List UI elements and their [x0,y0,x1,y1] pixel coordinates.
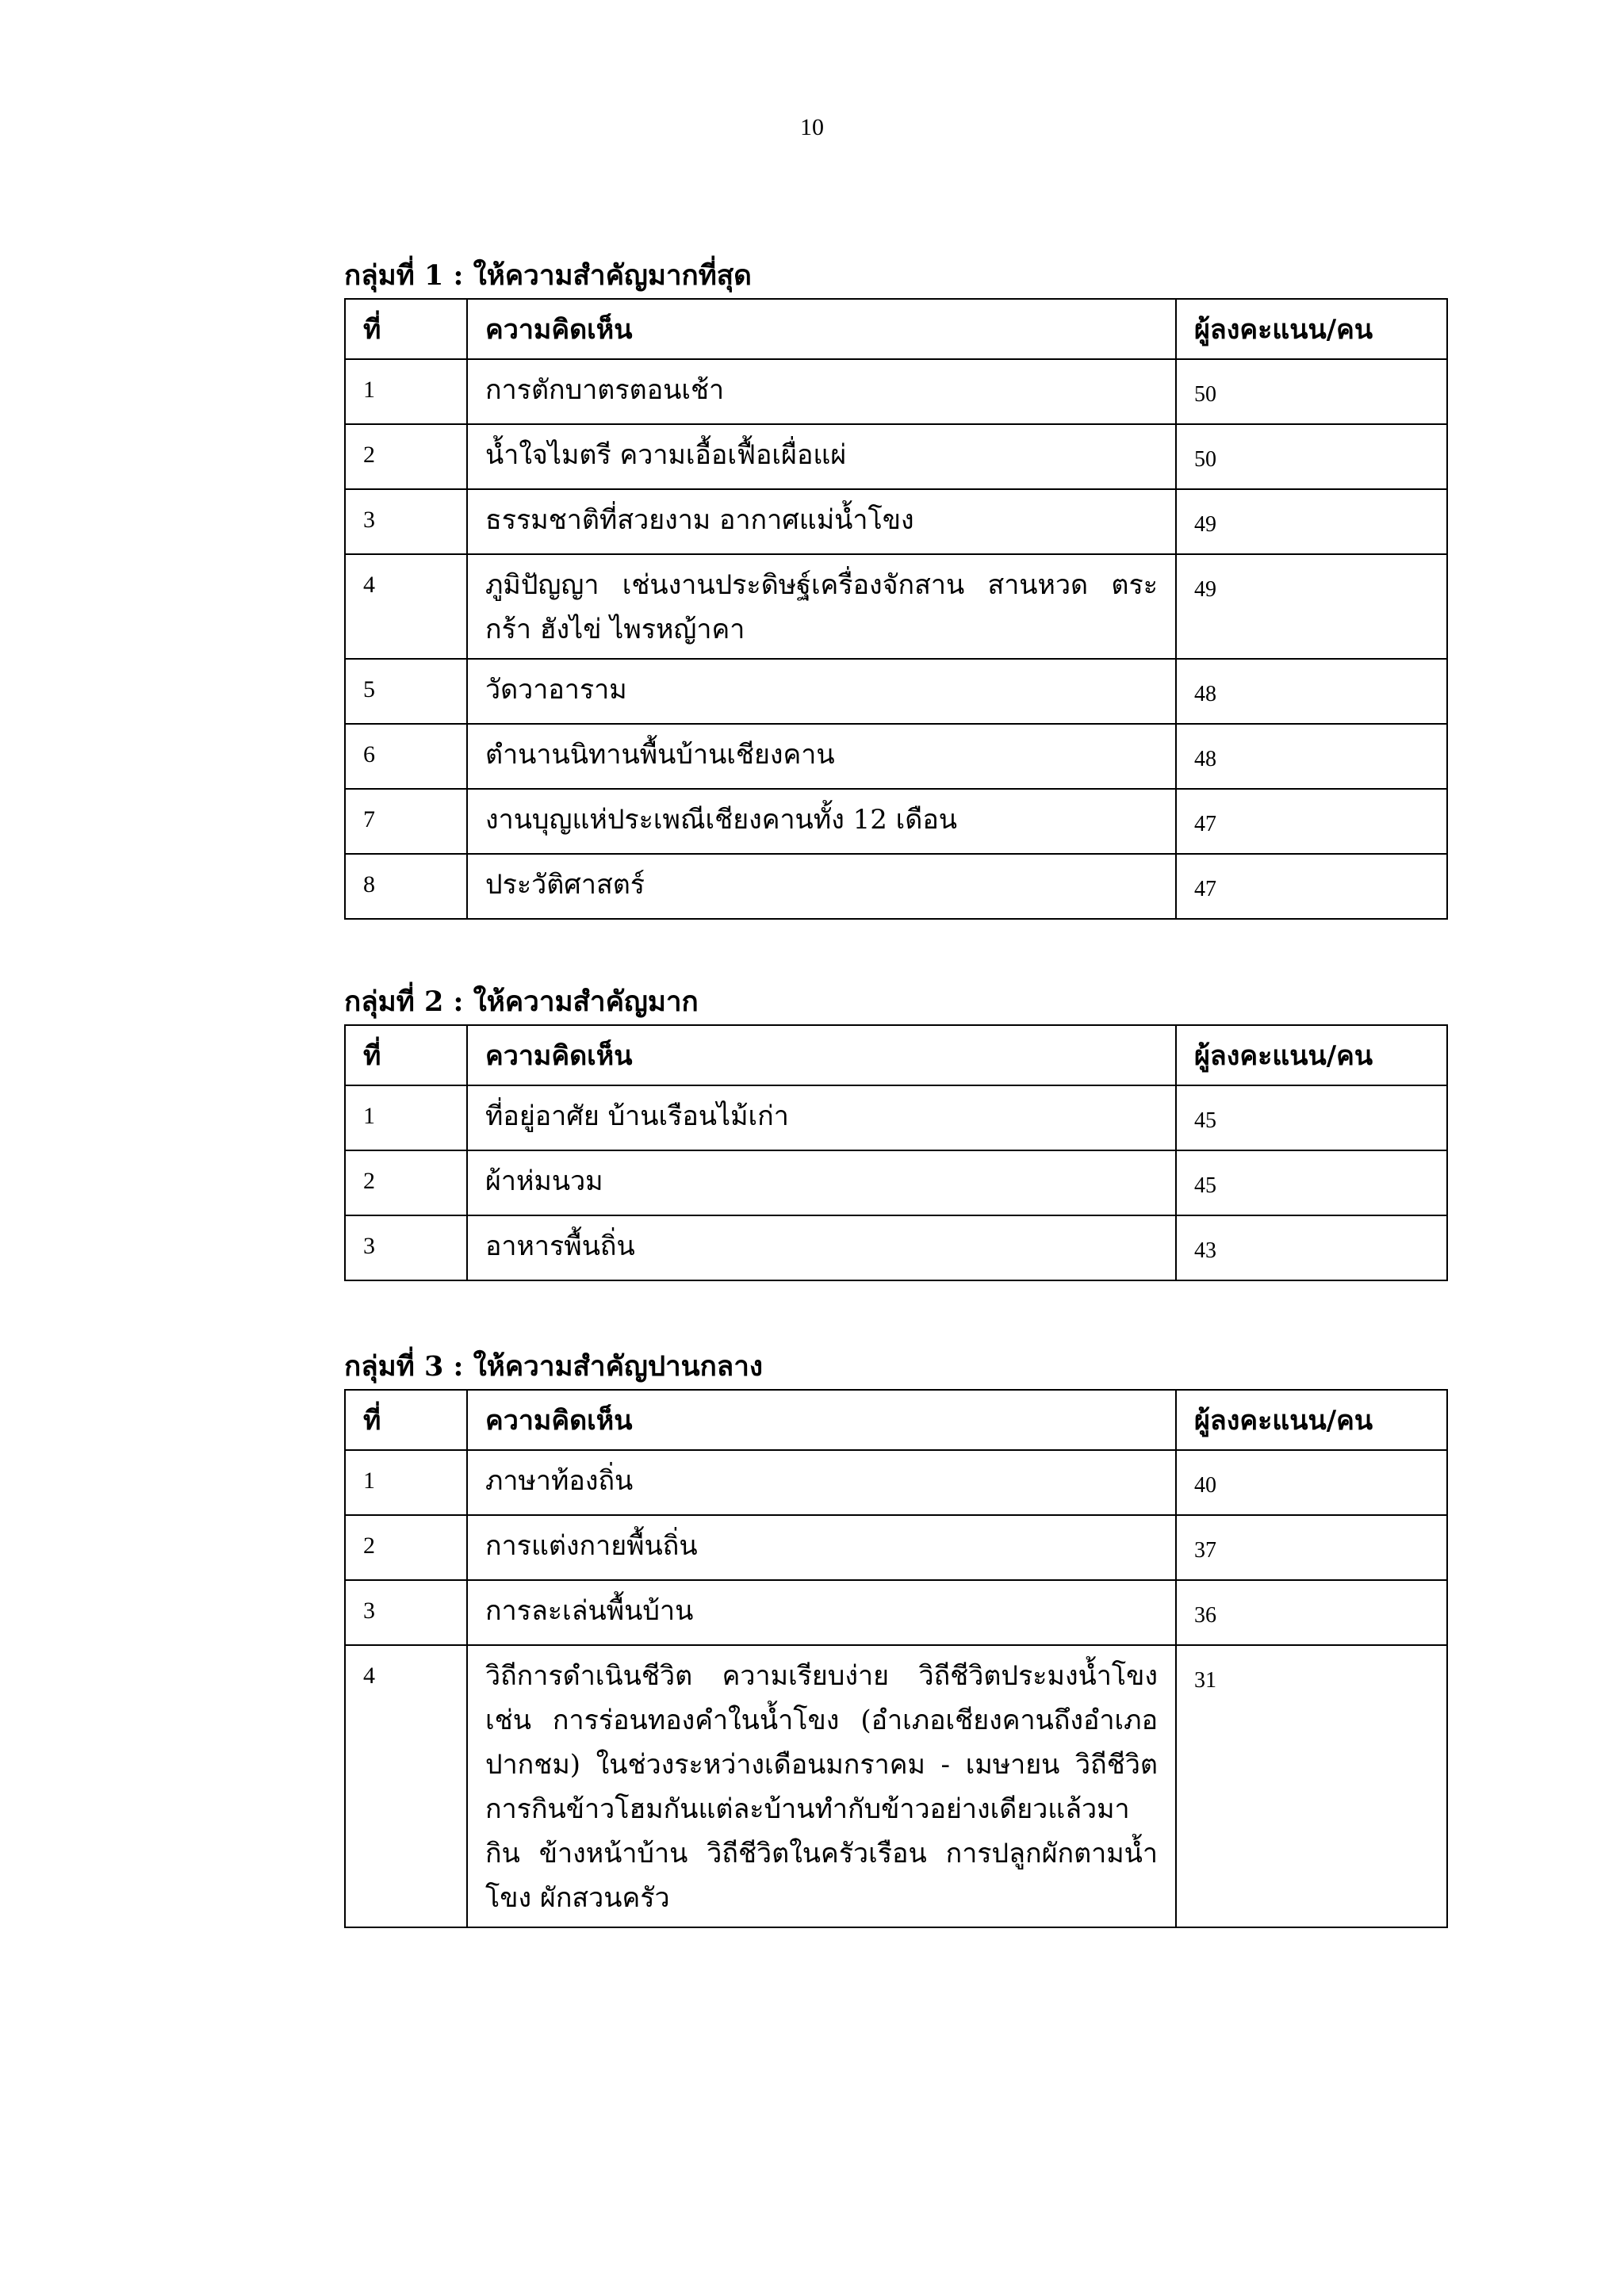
table-row [345,1580,1447,1645]
page-number: 10 [800,114,824,140]
row-opinion: ที่อยู่อาศัย บ้านเรือนไม้เก่า [467,1085,1176,1150]
row-score: 50 [1176,359,1447,424]
row-score: 37 [1176,1515,1447,1580]
row-score: 47 [1176,854,1447,919]
row-score: 31 [1176,1645,1447,1927]
table-row [345,1150,1447,1215]
row-opinion: ภาษาท้องถิ่น [467,1450,1176,1515]
group-3-title: กลุ่มที่ 3 : ให้ความสำคัญปานกลาง [344,1350,763,1383]
group-1-title: กลุ่มที่ 1 : ให้ความสำคัญมากที่สุด [344,259,752,292]
row-no: 4 [345,1645,467,1927]
row-opinion: การตักบาตรตอนเช้า [467,359,1176,424]
row-score: 48 [1176,659,1447,724]
table-header-row [345,1025,1447,1085]
table-row [345,854,1447,919]
row-no: 3 [345,489,467,554]
row-score: 49 [1176,489,1447,554]
header-opinion: ความคิดเห็น [467,1025,1176,1085]
row-no: 8 [345,854,467,919]
table-row [345,1450,1447,1515]
header-no: ที่ [345,1025,467,1085]
header-no: ที่ [345,299,467,359]
table-row [345,554,1447,659]
row-opinion: ประวัติศาสตร์ [467,854,1176,919]
group-3-section [344,1345,1446,1928]
row-no: 7 [345,789,467,854]
table-header-row [345,1390,1447,1450]
row-opinion: งานบุญแห่ประเพณีเชียงคานทั้ง 12 เดือน [467,789,1176,854]
group-3-table [344,1389,1448,1928]
row-no: 6 [345,724,467,789]
row-no: 2 [345,1515,467,1580]
row-no: 3 [345,1215,467,1280]
row-opinion: น้ำใจไมตรี ความเอื้อเฟื้อเผื่อแผ่ [467,424,1176,489]
row-score: 40 [1176,1450,1447,1515]
row-opinion: ผ้าห่มนวม [467,1150,1176,1215]
row-no: 1 [345,1450,467,1515]
group-1-table [344,298,1448,920]
row-score: 49 [1176,554,1447,659]
row-score: 45 [1176,1150,1447,1215]
row-score: 50 [1176,424,1447,489]
row-score: 47 [1176,789,1447,854]
row-no: 4 [345,554,467,659]
group-2-section [344,980,1446,1281]
row-opinion: ภูมิปัญญา เช่นงานประดิษฐ์เครื่องจักสาน สานหวด ตระกร้า ฮังไข่ ไพรหญ้าคา [467,554,1176,659]
row-no: 1 [345,359,467,424]
table-row [345,424,1447,489]
header-score: ผู้ลงคะแนน/คน [1176,1390,1447,1450]
header-score: ผู้ลงคะแนน/คน [1176,299,1447,359]
table-row [345,489,1447,554]
group-2-table [344,1024,1448,1281]
table-row [345,724,1447,789]
table-row [345,1645,1447,1927]
header-opinion: ความคิดเห็น [467,299,1176,359]
row-no: 3 [345,1580,467,1645]
row-no: 2 [345,424,467,489]
row-no: 1 [345,1085,467,1150]
header-opinion: ความคิดเห็น [467,1390,1176,1450]
row-opinion: การละเล่นพื้นบ้าน [467,1580,1176,1645]
header-no: ที่ [345,1390,467,1450]
row-score: 43 [1176,1215,1447,1280]
row-opinion: วัดวาอาราม [467,659,1176,724]
row-no: 2 [345,1150,467,1215]
row-opinion: อาหารพื้นถิ่น [467,1215,1176,1280]
table-row [345,1085,1447,1150]
table-row [345,359,1447,424]
row-score: 36 [1176,1580,1447,1645]
table-row [345,659,1447,724]
row-opinion: ตำนานนิทานพื้นบ้านเชียงคาน [467,724,1176,789]
table-row [345,1515,1447,1580]
header-score: ผู้ลงคะแนน/คน [1176,1025,1447,1085]
row-score: 48 [1176,724,1447,789]
group-2-title: กลุ่มที่ 2 : ให้ความสำคัญมาก [344,985,699,1018]
row-score: 45 [1176,1085,1447,1150]
row-opinion: ธรรมชาติที่สวยงาม อากาศแม่น้ำโขง [467,489,1176,554]
table-row [345,1215,1447,1280]
table-row [345,789,1447,854]
table-header-row [345,299,1447,359]
row-opinion: วิถีการดำเนินชีวิต ความเรียบง่าย วิถีชีวิตประมงน้ำโขง เช่น การร่อนทองคำในน้ำโขง (อำเภอเชียงคานถึงอำเภอปากชม) ในช่วงระหว่างเดือนมกราคม - เมษายน วิถีชีวิต การกินข้าวโฮมกันแต่ละบ้านทำกับข้าวอย่างเดียวแล้วมากิน ข้างหน้าบ้าน วิถีชีวิตในครัวเรือน การปลูกผักตามน้ำโขง ผักสวนครัว [467,1645,1176,1927]
group-1-section [344,254,1446,920]
row-no: 5 [345,659,467,724]
row-opinion: การแต่งกายพื้นถิ่น [467,1515,1176,1580]
